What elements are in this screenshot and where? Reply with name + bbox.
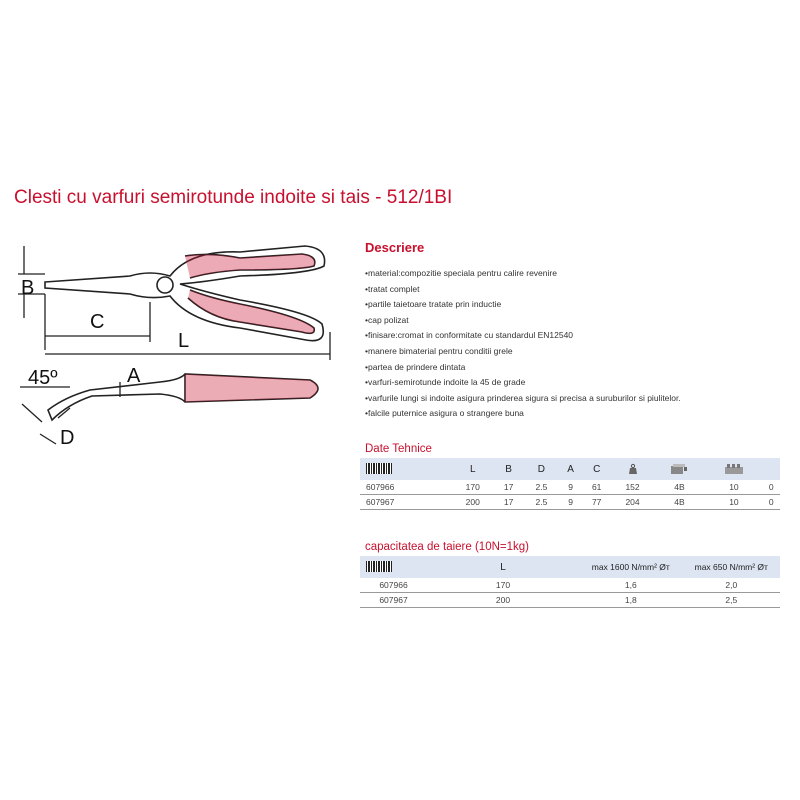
cell: 4B	[654, 480, 706, 495]
dim-label-angle: 45º	[28, 367, 58, 389]
cutting-capacity-heading: capacitatea de taiere (10N=1kg)	[365, 541, 529, 553]
cell: 61	[582, 480, 612, 495]
cell: 170	[427, 578, 579, 593]
cell: 200	[427, 593, 579, 608]
cell: 204	[612, 495, 654, 510]
cell: 10	[705, 495, 762, 510]
cell: 2.5	[523, 495, 559, 510]
tech-data-heading: Date Tehnice	[365, 443, 432, 455]
cell: 2,5	[683, 593, 780, 608]
table-header-row	[360, 556, 780, 578]
list-item: • manere bimaterial pentru conditii grele	[365, 345, 681, 361]
cutting-capacity-table	[360, 556, 780, 608]
tech-data-table	[360, 458, 780, 510]
cell-code: 607966	[360, 578, 427, 593]
list-item: • falcile puternice asigura o strangere buna	[365, 407, 681, 423]
table-row	[360, 578, 780, 593]
weight-icon	[612, 458, 654, 480]
table-row	[360, 593, 780, 608]
cell: 77	[582, 495, 612, 510]
description-heading: Descriere	[365, 240, 425, 255]
col-header-max1600: max 1600 N/mm² Øт	[579, 556, 683, 578]
col-header-max650: max 650 N/mm² Øт	[683, 556, 780, 578]
list-item: • partea de prindere dintata	[365, 361, 681, 377]
table-row	[360, 495, 780, 510]
cell-code: 607967	[360, 593, 427, 608]
col-header-a: A	[559, 458, 581, 480]
cell-code: 607966	[360, 480, 452, 495]
cell: 2.5	[523, 480, 559, 495]
cell: 1,6	[579, 578, 683, 593]
barcode-icon	[360, 556, 427, 578]
blank-header	[762, 458, 780, 480]
col-header-d: D	[523, 458, 559, 480]
page-title: Clesti cu varfuri semirotunde indoite si tais - 512/1BI	[14, 187, 453, 208]
list-item: • cap polizat	[365, 314, 681, 330]
cell: 17	[494, 495, 524, 510]
col-header-l: L	[427, 556, 579, 578]
list-item: • tratat complet	[365, 283, 681, 299]
cell: 10	[705, 480, 762, 495]
dim-label-c: C	[90, 311, 105, 333]
pliers-drawing	[10, 232, 350, 467]
dim-label-a: A	[127, 365, 141, 387]
dim-label-d: D	[60, 427, 75, 449]
cell: 4B	[654, 495, 706, 510]
cell: 0	[762, 480, 780, 495]
table-header-row	[360, 458, 780, 480]
cell: 9	[559, 495, 581, 510]
cell: 17	[494, 480, 524, 495]
dim-label-l: L	[178, 330, 190, 352]
list-item: • partile taietoare tratate prin inductie	[365, 298, 681, 314]
col-header-l: L	[452, 458, 494, 480]
col-header-b: B	[494, 458, 524, 480]
cell: 152	[612, 480, 654, 495]
table-row	[360, 480, 780, 495]
cell: 9	[559, 480, 581, 495]
list-item: • varfurile lungi si indoite asigura prinderea sigura si precisa a suruburilor si piulitelor.	[365, 392, 681, 408]
list-item: • varfuri-semirotunde indoite la 45 de grade	[365, 376, 681, 392]
cell: 200	[452, 495, 494, 510]
cell: 2,0	[683, 578, 780, 593]
cell: 0	[762, 495, 780, 510]
cell: 170	[452, 480, 494, 495]
description-list	[365, 267, 681, 423]
list-item: • material:compozitie speciala pentru calire revenire	[365, 267, 681, 283]
dim-label-b: B	[21, 277, 35, 299]
col-header-c: C	[582, 458, 612, 480]
barcode-icon	[360, 458, 452, 480]
cell: 1,8	[579, 593, 683, 608]
list-item: • finisare:cromat in conformitate cu standardul EN12540	[365, 329, 681, 345]
box-icon	[705, 458, 762, 480]
cell-code: 607967	[360, 495, 452, 510]
pack-icon	[654, 458, 706, 480]
